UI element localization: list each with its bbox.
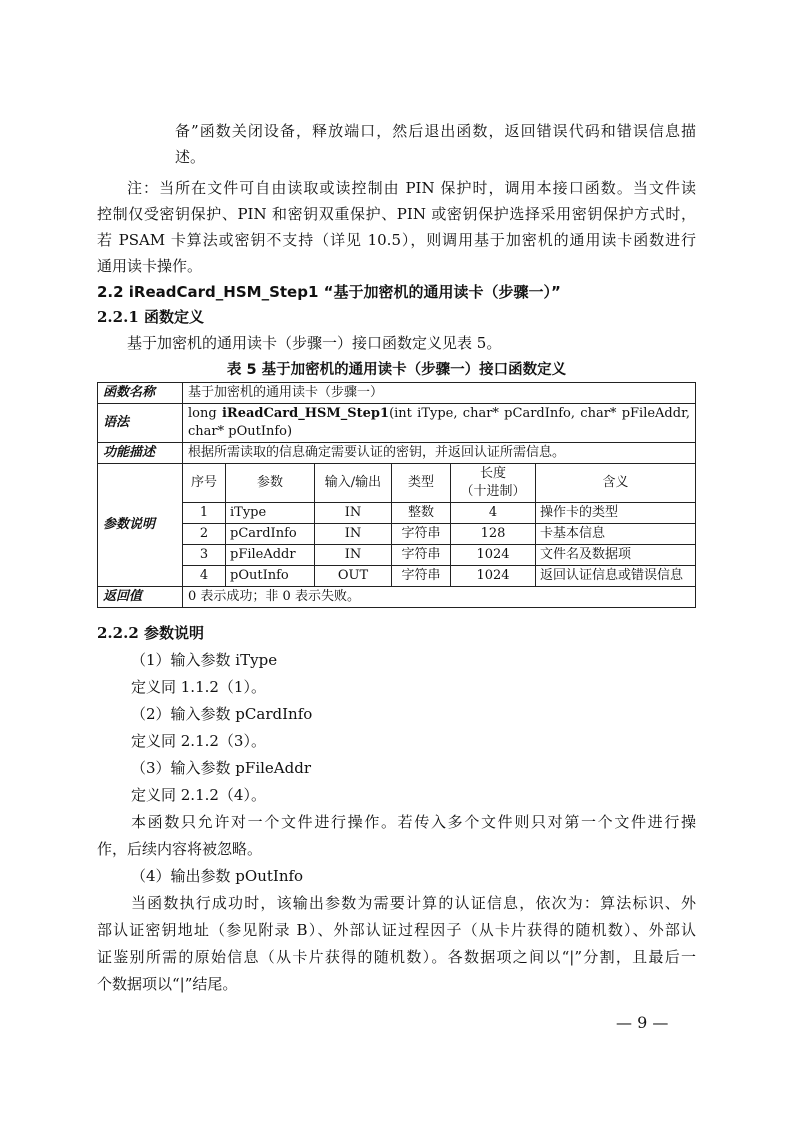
row-label: 功能描述	[98, 443, 183, 464]
cell: 4	[183, 566, 226, 587]
cell: OUT	[315, 566, 392, 587]
param-definition: 定义同 1.1.2（1）。	[131, 678, 266, 696]
cell: 128	[451, 524, 536, 545]
cell: IN	[315, 503, 392, 524]
function-definition-table	[97, 382, 696, 608]
cell: 操作卡的类型	[536, 503, 696, 524]
syntax-arguments: (int iType, char* pCardInfo, char* pFileAddr, char* pOutInfo)	[188, 406, 690, 439]
row-label: 参数说明	[98, 464, 183, 587]
paragraph-line: 个数据项以“|”结尾。	[97, 975, 238, 993]
table-row	[98, 464, 696, 587]
table-row	[98, 404, 696, 443]
cell: 4	[451, 503, 536, 524]
paragraph-line: 证鉴别所需的原始信息（从卡片获得的随机数）。各数据项之间以“|”分割，且最后一	[97, 948, 696, 966]
note-line: 控制仅受密钥保护、PIN 和密钥双重保护、PIN 或密钥保护选择采用密钥保护方式时，	[97, 205, 696, 223]
param-definition: 定义同 2.1.2（3）。	[131, 732, 266, 750]
page-number: — 9 —	[616, 1013, 669, 1032]
parameters-table	[183, 464, 695, 586]
row-label: 函数名称	[98, 383, 183, 404]
cell: 卡基本信息	[536, 524, 696, 545]
table-row	[98, 443, 696, 464]
note-line: 注：当所在文件可自由读取或读控制由 PIN 保护时，调用本接口函数。当文件读	[127, 179, 696, 197]
cell: 字符串	[392, 545, 451, 566]
row-label: 返回值	[98, 587, 183, 608]
paragraph-line: 作，后续内容将被忽略。	[97, 840, 263, 858]
cell: 返回认证信息或错误信息	[536, 566, 696, 587]
table-row	[183, 566, 695, 587]
table-row	[183, 503, 695, 524]
section-heading-2-2-1: 2.2.1 函数定义	[97, 308, 204, 326]
paragraph-line: 基于加密机的通用读卡（步骤一）接口函数定义见表 5。	[127, 334, 502, 352]
row-label: 语法	[98, 404, 183, 443]
paragraph-line: 部认证密钥地址（参见附录 B）、外部认证过程因子（从卡片获得的随机数）、外部认	[97, 921, 696, 939]
cell: 字符串	[392, 524, 451, 545]
header-cell: 输入/输出	[315, 464, 392, 503]
header-cell: 长度 （十进制）	[451, 464, 536, 503]
param-item: （3）输入参数 pFileAddr	[131, 759, 312, 777]
table-row	[98, 383, 696, 404]
cell: 字符串	[392, 566, 451, 587]
note-line: 通用读卡操作。	[97, 257, 203, 275]
param-item: （1）输入参数 iType	[131, 651, 278, 669]
cell: 3	[183, 545, 226, 566]
header-cell: 含义	[536, 464, 696, 503]
note-line: 若 PSAM 卡算法或密钥不支持（详见 10.5），则调用基于加密机的通用读卡函数进行	[97, 231, 696, 249]
row-value: 基于加密机的通用读卡（步骤一）	[183, 383, 696, 404]
cell: 2	[183, 524, 226, 545]
param-item: （2）输入参数 pCardInfo	[131, 705, 313, 723]
paragraph-line: 备”函数关闭设备，释放端口，然后退出函数，返回错误代码和错误信息描	[175, 122, 696, 140]
paragraph-line: 当函数执行成功时，该输出参数为需要计算的认证信息，依次为：算法标识、外	[131, 894, 696, 912]
table-row	[183, 524, 695, 545]
cell: pFileAddr	[226, 545, 315, 566]
table-caption: 表 5 基于加密机的通用读卡（步骤一）接口函数定义	[226, 362, 567, 378]
syntax-function-name: iReadCard_HSM_Step1	[221, 406, 390, 421]
cell: pOutInfo	[226, 566, 315, 587]
param-definition: 定义同 2.1.2（4）。	[131, 786, 266, 804]
cell: IN	[315, 524, 392, 545]
table-row	[98, 587, 696, 608]
syntax-cell	[183, 404, 696, 443]
cell: 文件名及数据项	[536, 545, 696, 566]
section-heading-2-2: 2.2 iReadCard_HSM_Step1 “基于加密机的通用读卡（步骤一）”	[97, 283, 561, 301]
table-row	[183, 545, 695, 566]
paragraph-line: 述。	[175, 148, 206, 166]
cell: 整数	[392, 503, 451, 524]
cell: 1024	[451, 566, 536, 587]
header-cell: 参数	[226, 464, 315, 503]
cell: IN	[315, 545, 392, 566]
cell: 1	[183, 503, 226, 524]
cell: 1024	[451, 545, 536, 566]
row-value: 根据所需读取的信息确定需要认证的密钥，并返回认证所需信息。	[183, 443, 696, 464]
params-cell	[183, 464, 696, 587]
paragraph-line: 本函数只允许对一个文件进行操作。若传入多个文件则只对第一个文件进行操	[131, 813, 696, 831]
params-header-row	[183, 464, 695, 503]
section-heading-2-2-2: 2.2.2 参数说明	[97, 624, 204, 642]
header-cell: 序号	[183, 464, 226, 503]
syntax-prefix: long	[188, 406, 222, 421]
header-cell: 类型	[392, 464, 451, 503]
cell: iType	[226, 503, 315, 524]
param-item: （4）输出参数 pOutInfo	[131, 867, 304, 885]
row-value: 0 表示成功；非 0 表示失败。	[183, 587, 696, 608]
cell: pCardInfo	[226, 524, 315, 545]
